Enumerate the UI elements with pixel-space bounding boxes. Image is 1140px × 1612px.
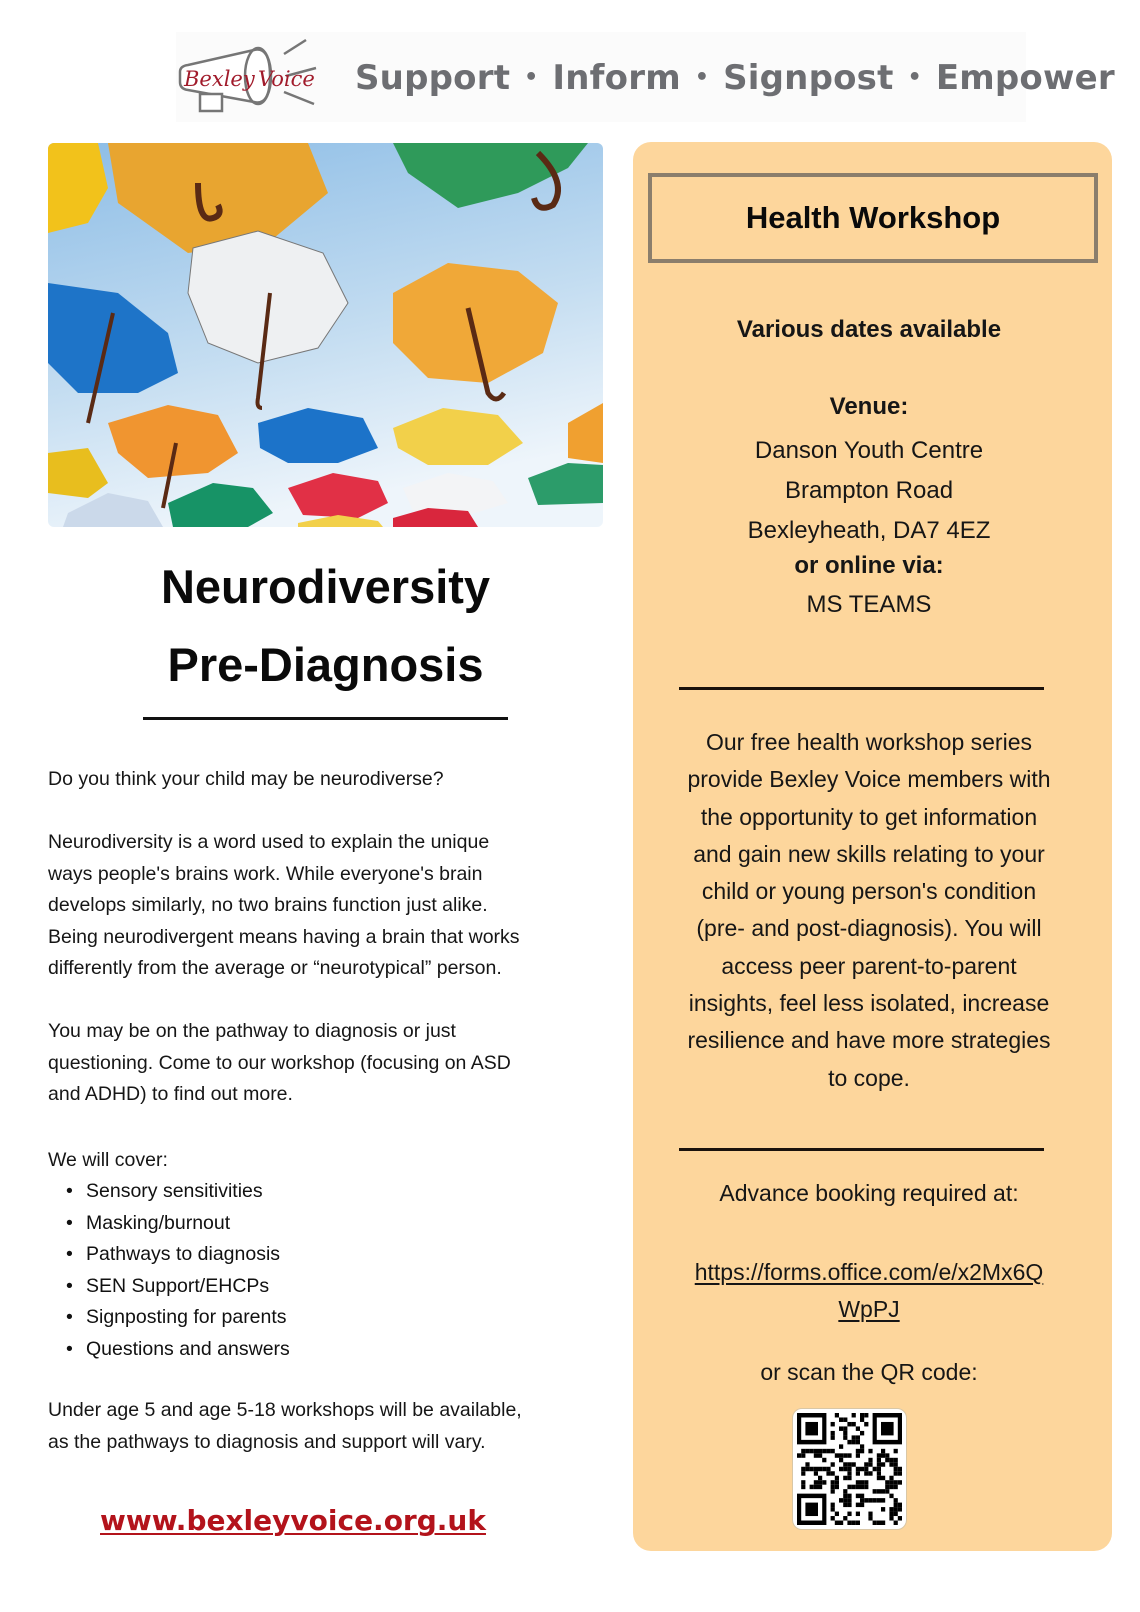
text-line: develops similarly, no two brains function just alike. bbox=[48, 894, 488, 916]
qr-module bbox=[873, 1467, 877, 1471]
page-title bbox=[48, 548, 603, 704]
venue-line: Brampton Road bbox=[784, 477, 954, 504]
title-line-2: Pre-Diagnosis bbox=[167, 638, 484, 691]
tagline-signpost: Signpost bbox=[723, 58, 894, 98]
qr-module bbox=[839, 1453, 843, 1457]
umbrellas-photo bbox=[48, 143, 603, 527]
qr-module bbox=[843, 1467, 847, 1471]
qr-module bbox=[852, 1462, 856, 1466]
qr-module bbox=[894, 1462, 898, 1466]
title-divider bbox=[143, 717, 508, 720]
qr-module bbox=[856, 1494, 860, 1498]
panel-divider bbox=[679, 1148, 1044, 1151]
qr-module bbox=[881, 1507, 885, 1511]
venue-label: Venue: bbox=[829, 393, 909, 420]
qr-module bbox=[847, 1494, 851, 1498]
qr-module bbox=[822, 1480, 826, 1484]
qr-module bbox=[835, 1413, 839, 1417]
qr-module bbox=[894, 1503, 898, 1507]
qr-module bbox=[843, 1462, 847, 1466]
qr-module bbox=[847, 1422, 851, 1426]
qr-module bbox=[801, 1480, 805, 1484]
list-item-text: Masking/burnout bbox=[86, 1211, 231, 1234]
qr-module bbox=[847, 1453, 851, 1457]
qr-module bbox=[864, 1422, 868, 1426]
qr-module bbox=[864, 1462, 868, 1466]
qr-module bbox=[877, 1453, 881, 1457]
qr-module bbox=[805, 1467, 809, 1471]
qr-module bbox=[831, 1435, 835, 1439]
qr-module bbox=[894, 1471, 898, 1475]
venue-line: Bexleyheath, DA7 4EZ bbox=[747, 517, 991, 544]
text-line: You may be on the pathway to diagnosis or just bbox=[48, 1020, 456, 1042]
tagline-separator: • bbox=[907, 65, 922, 90]
qr-module bbox=[856, 1503, 860, 1507]
qr-module bbox=[839, 1458, 843, 1462]
text-line: ways people's brains work. While everyone's brain bbox=[48, 862, 483, 885]
qr-module bbox=[864, 1467, 868, 1471]
qr-module bbox=[889, 1485, 893, 1489]
list-item-text: SEN Support/EHCPs bbox=[86, 1274, 270, 1297]
qr-module bbox=[856, 1435, 860, 1439]
qr-module bbox=[847, 1503, 851, 1507]
list-item bbox=[66, 1302, 586, 1334]
qr-module bbox=[881, 1489, 885, 1493]
qr-module bbox=[801, 1467, 805, 1471]
qr-module bbox=[843, 1516, 847, 1520]
online-label: or online via: bbox=[794, 552, 944, 579]
qr-module bbox=[801, 1453, 805, 1457]
qr-module bbox=[852, 1413, 856, 1417]
tagline bbox=[355, 58, 1115, 98]
qr-module bbox=[826, 1449, 830, 1453]
qr-module bbox=[847, 1462, 851, 1466]
title-line-1: Neurodiversity bbox=[160, 560, 491, 613]
qr-module bbox=[835, 1480, 839, 1484]
qr-module bbox=[856, 1440, 860, 1444]
qr-module bbox=[847, 1485, 851, 1489]
qr-module bbox=[822, 1458, 826, 1462]
megaphone-icon bbox=[176, 32, 336, 122]
qr-module bbox=[814, 1449, 818, 1453]
qr-module bbox=[847, 1512, 851, 1516]
qr-module bbox=[881, 1453, 885, 1457]
list-item bbox=[66, 1271, 586, 1303]
list-item-text: Sensory sensitivities bbox=[86, 1180, 263, 1202]
list-item bbox=[66, 1176, 586, 1208]
tagline-empower: Empower bbox=[935, 58, 1115, 98]
qr-module bbox=[801, 1449, 805, 1453]
qr-module bbox=[856, 1521, 860, 1525]
tagline-separator: • bbox=[524, 65, 539, 90]
qr-module bbox=[898, 1480, 902, 1484]
svg-text:Voice: Voice bbox=[258, 67, 315, 91]
qr-module bbox=[797, 1453, 801, 1457]
qr-module bbox=[818, 1453, 822, 1457]
text-line: Neurodiversity is a word used to explain the unique bbox=[48, 831, 490, 853]
qr-module bbox=[860, 1431, 864, 1435]
qr-module bbox=[885, 1458, 889, 1462]
qr-module bbox=[852, 1440, 856, 1444]
qr-module bbox=[843, 1498, 847, 1502]
qr-module bbox=[894, 1498, 898, 1502]
qr-module bbox=[831, 1449, 835, 1453]
list-item-text: Signposting for parents bbox=[86, 1306, 287, 1328]
qr-module bbox=[889, 1458, 893, 1462]
qr-module bbox=[860, 1494, 864, 1498]
qr-module bbox=[843, 1476, 847, 1480]
text-line: and gain new skills relating to your bbox=[693, 840, 1045, 867]
qr-module bbox=[860, 1498, 864, 1502]
qr-module bbox=[898, 1503, 902, 1507]
qr-module bbox=[877, 1498, 881, 1502]
qr-module bbox=[835, 1453, 839, 1457]
qr-module bbox=[831, 1507, 835, 1511]
qr-module bbox=[839, 1444, 843, 1448]
qr-module bbox=[856, 1426, 860, 1430]
cover-list bbox=[66, 1176, 586, 1365]
bullet-icon: • bbox=[66, 1306, 73, 1328]
qr-module bbox=[894, 1458, 898, 1462]
qr-module bbox=[805, 1462, 809, 1466]
booking-link[interactable] bbox=[653, 1254, 1085, 1328]
qr-module bbox=[864, 1498, 868, 1502]
qr-module bbox=[873, 1489, 877, 1493]
qr-module bbox=[877, 1476, 881, 1480]
qr-module bbox=[877, 1458, 881, 1462]
qr-module bbox=[843, 1435, 847, 1439]
qr-module bbox=[818, 1476, 822, 1480]
qr-module bbox=[885, 1489, 889, 1493]
bullet-icon: • bbox=[66, 1211, 73, 1234]
qr-module bbox=[818, 1480, 822, 1484]
qr-module bbox=[889, 1494, 893, 1498]
qr-module bbox=[898, 1516, 902, 1520]
qr-module bbox=[843, 1494, 847, 1498]
qr-module bbox=[843, 1453, 847, 1457]
qr-module bbox=[864, 1413, 868, 1417]
qr-module bbox=[831, 1471, 835, 1475]
qr-module bbox=[881, 1449, 885, 1453]
cover-heading: We will cover: bbox=[48, 1149, 168, 1171]
booking-label: Advance booking required at: bbox=[719, 1180, 1019, 1206]
qr-module bbox=[877, 1489, 881, 1493]
qr-module bbox=[894, 1467, 898, 1471]
qr-module bbox=[831, 1462, 835, 1466]
tagline-support: Support bbox=[355, 58, 511, 98]
qr-module bbox=[847, 1521, 851, 1525]
qr-module bbox=[839, 1521, 843, 1525]
qr-module bbox=[877, 1521, 881, 1525]
text-line: (pre- and post-diagnosis). You will bbox=[696, 915, 1042, 942]
qr-module bbox=[826, 1471, 830, 1475]
qr-module bbox=[889, 1516, 893, 1520]
qr-module bbox=[873, 1521, 877, 1525]
qr-module bbox=[868, 1516, 872, 1520]
qr-module bbox=[801, 1485, 805, 1489]
qr-module bbox=[847, 1471, 851, 1475]
qr-module bbox=[822, 1449, 826, 1453]
qr-module bbox=[822, 1467, 826, 1471]
qr-module bbox=[847, 1498, 851, 1502]
qr-module bbox=[814, 1480, 818, 1484]
list-item bbox=[66, 1334, 586, 1366]
paragraph-pathway bbox=[48, 1016, 608, 1111]
qr-module bbox=[885, 1485, 889, 1489]
text-line: insights, feel less isolated, increase bbox=[688, 990, 1050, 1017]
qr-module bbox=[852, 1521, 856, 1525]
qr-module bbox=[847, 1476, 851, 1480]
qr-module bbox=[810, 1467, 814, 1471]
qr-module bbox=[831, 1480, 835, 1484]
qr-module bbox=[839, 1426, 843, 1430]
qr-module bbox=[881, 1521, 885, 1525]
qr-module bbox=[839, 1467, 843, 1471]
qr-module bbox=[860, 1480, 864, 1484]
qr-module bbox=[889, 1507, 893, 1511]
qr-module bbox=[860, 1485, 864, 1489]
qr-module bbox=[856, 1485, 860, 1489]
bullet-icon: • bbox=[66, 1337, 73, 1360]
booking-link-line[interactable]: WpPJ bbox=[838, 1296, 900, 1322]
qr-module bbox=[860, 1449, 864, 1453]
text-line: resilience and have more strategies bbox=[687, 1027, 1051, 1054]
svg-text:Bexley: Bexley bbox=[184, 67, 255, 91]
qr-module bbox=[877, 1462, 881, 1466]
qr-module bbox=[839, 1498, 843, 1502]
text-line: the opportunity to get information bbox=[700, 803, 1038, 830]
list-item-text: Pathways to diagnosis bbox=[86, 1243, 281, 1265]
qr-module bbox=[898, 1471, 902, 1475]
text-line: provide Bexley Voice members with bbox=[687, 766, 1051, 793]
qr-module bbox=[864, 1485, 868, 1489]
qr-module bbox=[860, 1444, 864, 1448]
qr-module bbox=[843, 1431, 847, 1435]
qr-module bbox=[885, 1480, 889, 1484]
qr-module bbox=[856, 1449, 860, 1453]
paragraph-age-groups bbox=[48, 1395, 608, 1458]
qr-module bbox=[805, 1449, 809, 1453]
qr-module bbox=[810, 1449, 814, 1453]
qr-module bbox=[818, 1449, 822, 1453]
qr-module bbox=[864, 1480, 868, 1484]
qr-module bbox=[894, 1480, 898, 1484]
qr-module bbox=[831, 1489, 835, 1493]
qr-module bbox=[873, 1498, 877, 1502]
qr-module bbox=[894, 1485, 898, 1489]
bexley-voice-logo bbox=[176, 32, 336, 122]
venue-line: Danson Youth Centre bbox=[754, 437, 984, 464]
panel-divider bbox=[679, 687, 1044, 690]
qr-module bbox=[881, 1462, 885, 1466]
text-line: as the pathways to diagnosis and support will vary. bbox=[48, 1430, 486, 1453]
bullet-icon: • bbox=[66, 1243, 73, 1265]
qr-module bbox=[831, 1431, 835, 1435]
bullet-icon: • bbox=[66, 1274, 73, 1297]
text-line: differently from the average or “neurotypical” person. bbox=[48, 957, 502, 979]
qr-label: or scan the QR code: bbox=[760, 1359, 978, 1385]
qr-module bbox=[889, 1480, 893, 1484]
qr-module bbox=[843, 1503, 847, 1507]
qr-module bbox=[856, 1471, 860, 1475]
qr-module bbox=[868, 1449, 872, 1453]
qr-module bbox=[889, 1512, 893, 1516]
qr-module bbox=[860, 1413, 864, 1417]
qr-module bbox=[889, 1476, 893, 1480]
qr-module bbox=[818, 1485, 822, 1489]
qr-module bbox=[885, 1453, 889, 1457]
qr-module bbox=[843, 1417, 847, 1421]
workshop-description bbox=[653, 724, 1085, 1097]
text-line: questioning. Come to our workshop (focusing on ASD bbox=[48, 1051, 511, 1074]
qr-module bbox=[856, 1467, 860, 1471]
qr-module bbox=[860, 1417, 864, 1421]
qr-module bbox=[818, 1467, 822, 1471]
qr-module bbox=[835, 1476, 839, 1480]
qr-module bbox=[852, 1485, 856, 1489]
qr-module bbox=[881, 1498, 885, 1502]
qr-module bbox=[810, 1485, 814, 1489]
qr-module bbox=[805, 1422, 818, 1435]
qr-module bbox=[839, 1417, 843, 1421]
qr-module bbox=[856, 1453, 860, 1457]
qr-module bbox=[868, 1498, 872, 1502]
booking-link-line[interactable]: https://forms.office.com/e/x2Mx6Q bbox=[694, 1259, 1044, 1285]
qr-module bbox=[843, 1426, 847, 1430]
qr-module bbox=[877, 1467, 881, 1471]
qr-module bbox=[868, 1471, 872, 1475]
tagline-separator: • bbox=[694, 65, 710, 90]
online-value: MS TEAMS bbox=[806, 591, 932, 618]
qr-module bbox=[814, 1485, 818, 1489]
qr-module bbox=[856, 1512, 860, 1516]
text-line: access peer parent-to-parent bbox=[721, 952, 1017, 979]
qr-module bbox=[801, 1471, 805, 1475]
qr-module bbox=[889, 1462, 893, 1466]
qr-module bbox=[831, 1422, 835, 1426]
qr-module bbox=[881, 1476, 885, 1480]
qr-module bbox=[835, 1521, 839, 1525]
qr-module bbox=[860, 1467, 864, 1471]
qr-module bbox=[898, 1467, 902, 1471]
qr-module bbox=[831, 1485, 835, 1489]
qr-module bbox=[814, 1471, 818, 1475]
qr-module bbox=[852, 1435, 856, 1439]
list-item bbox=[66, 1208, 586, 1240]
intro-question: Do you think your child may be neurodiverse? bbox=[48, 768, 444, 790]
text-line: and ADHD) to find out more. bbox=[48, 1083, 293, 1105]
tagline-inform: Inform bbox=[552, 58, 681, 98]
qr-module bbox=[835, 1485, 839, 1489]
qr-code-icon[interactable] bbox=[792, 1408, 907, 1530]
venue-address bbox=[653, 431, 1085, 551]
qr-module bbox=[881, 1422, 894, 1435]
qr-module bbox=[826, 1467, 830, 1471]
qr-module bbox=[856, 1480, 860, 1484]
qr-module bbox=[814, 1467, 818, 1471]
qr-module bbox=[868, 1458, 872, 1462]
text-line: Under age 5 and age 5-18 workshops will be available, bbox=[48, 1399, 522, 1421]
website-link[interactable]: www.bexleyvoice.org.uk bbox=[100, 1504, 486, 1537]
list-item-text: Questions and answers bbox=[86, 1337, 290, 1360]
qr-module bbox=[835, 1512, 839, 1516]
qr-module bbox=[831, 1503, 835, 1507]
list-item bbox=[66, 1239, 586, 1271]
qr-module bbox=[894, 1521, 898, 1525]
qr-module bbox=[898, 1507, 902, 1511]
qr-module bbox=[843, 1489, 847, 1493]
text-line: to cope. bbox=[828, 1064, 910, 1091]
qr-module bbox=[877, 1471, 881, 1475]
qr-module bbox=[894, 1449, 898, 1453]
text-line: child or young person's condition bbox=[701, 878, 1037, 905]
qr-module bbox=[847, 1440, 851, 1444]
qr-module bbox=[864, 1471, 868, 1475]
qr-module bbox=[894, 1512, 898, 1516]
bullet-icon: • bbox=[66, 1180, 73, 1202]
dates-text: Various dates available bbox=[736, 316, 1002, 343]
qr-module bbox=[852, 1422, 856, 1426]
qr-module bbox=[805, 1503, 818, 1516]
qr-module bbox=[868, 1512, 872, 1516]
workshop-heading: Health Workshop bbox=[648, 173, 1098, 263]
text-line: Our free health workshop series bbox=[706, 729, 1032, 755]
qr-module bbox=[868, 1462, 872, 1466]
qr-module bbox=[847, 1467, 851, 1471]
text-line: Being neurodivergent means having a brain that works bbox=[48, 925, 520, 948]
paragraph-neurodiversity bbox=[48, 827, 608, 985]
qr-module bbox=[860, 1503, 864, 1507]
qr-module bbox=[894, 1507, 898, 1511]
qr-module bbox=[831, 1516, 835, 1520]
qr-module bbox=[814, 1453, 818, 1457]
